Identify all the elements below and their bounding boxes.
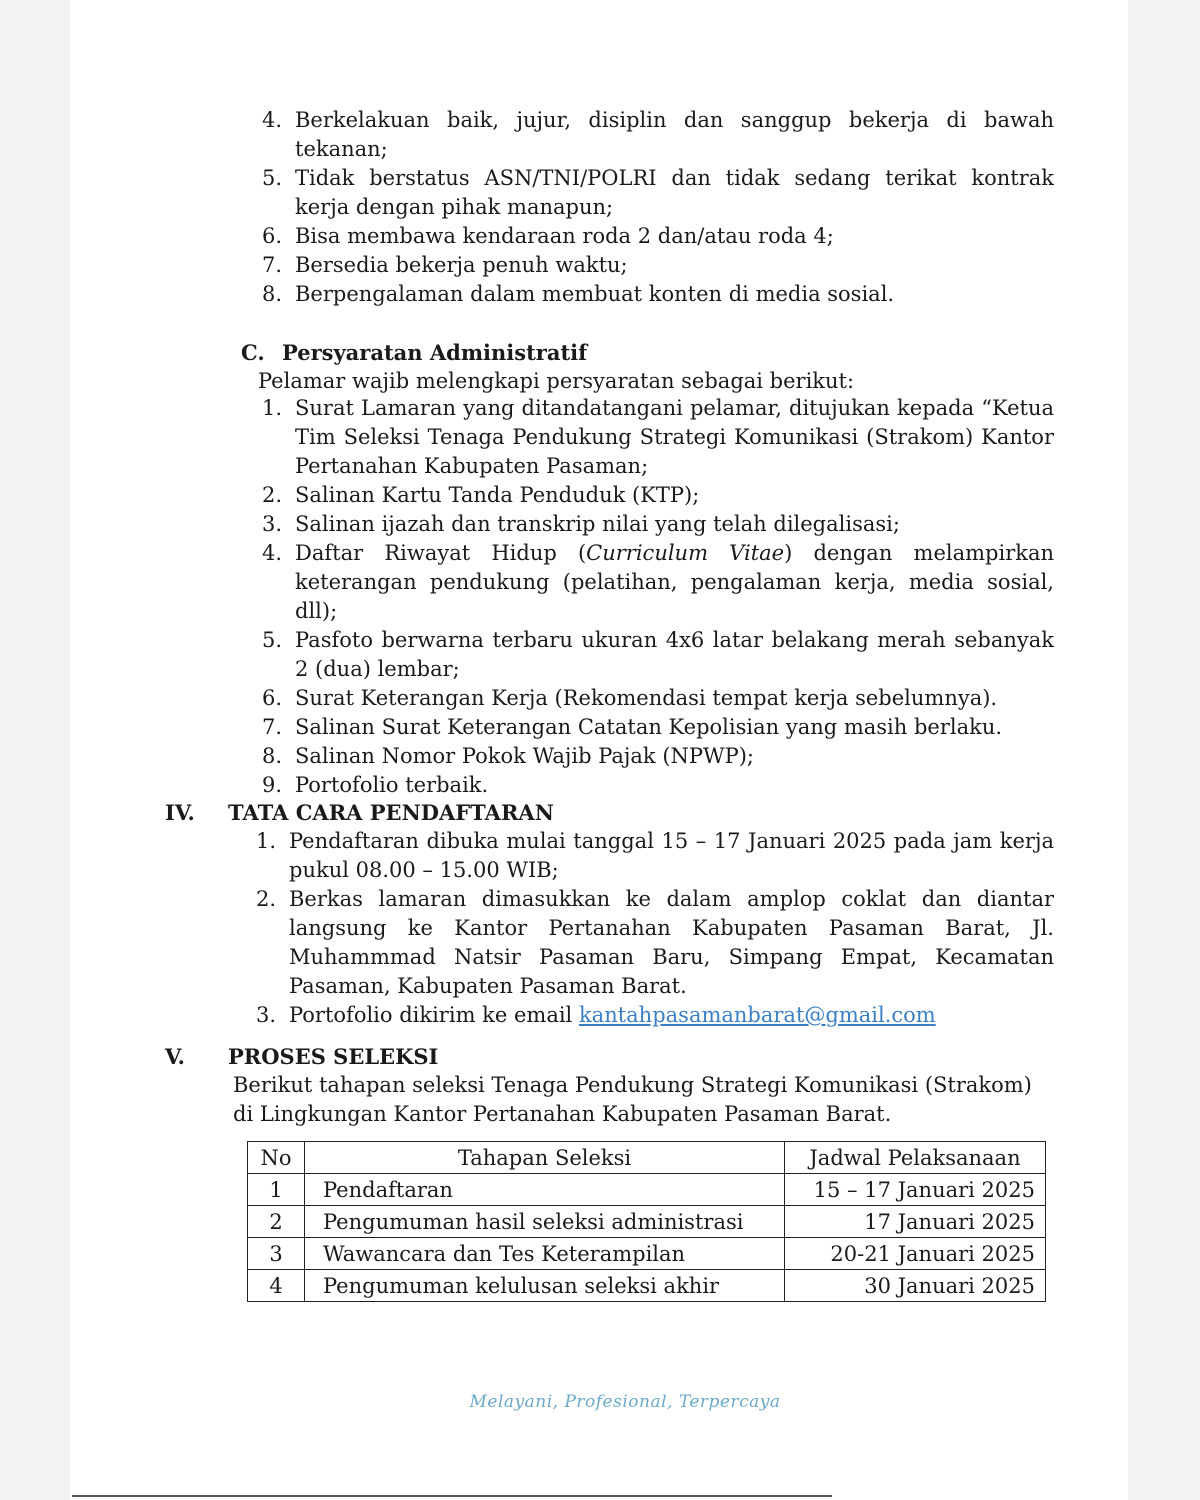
column-header-schedule: Jadwal Pelaksanaan — [785, 1142, 1046, 1174]
list-item: 9. Portofolio terbaik. — [262, 771, 1054, 800]
cell-no: 1 — [248, 1174, 305, 1206]
list-item: 6. Bisa membawa kendaraan roda 2 dan/atau roda 4; — [262, 222, 1054, 251]
cell-schedule: 17 Januari 2025 — [785, 1206, 1046, 1238]
list-item: 2. Salinan Kartu Tanda Penduduk (KTP); — [262, 481, 1054, 510]
list-item: 7. Salinan Surat Keterangan Catatan Kepolisian yang masih berlaku. — [262, 713, 1054, 742]
table-header-row — [248, 1142, 1046, 1174]
list-item: 4. Daftar Riwayat Hidup (Curriculum Vitae) dengan melampirkan keterangan pendukung (pelatihan, pengalaman kerja, media sosial, dll); — [262, 539, 1054, 626]
list-item: 3. Portofolio dikirim ke email kantahpasamanbarat@gmail.com — [256, 1001, 1054, 1030]
qualification-list — [262, 106, 1054, 309]
list-item-text: Berkelakuan baik, jujur, disiplin dan sanggup bekerja di bawah tekanan; — [295, 108, 1054, 161]
cell-stage: Pendaftaran — [305, 1174, 785, 1206]
scan-margin-left — [0, 0, 70, 1500]
list-item-text: Portofolio dikirim ke email kantahpasamanbarat@gmail.com — [289, 1003, 936, 1027]
scan-margin-right — [1128, 0, 1200, 1500]
list-item-text: Portofolio terbaik. — [295, 773, 489, 797]
list-item-text: Pasfoto berwarna terbaru ukuran 4x6 latar belakang merah sebanyak 2 (dua) lembar; — [295, 628, 1054, 681]
section-iv-heading: IV. TATA CARA PENDAFTARAN — [165, 800, 554, 825]
table-row — [248, 1174, 1046, 1206]
section-c-heading: C. Persyaratan Administratif — [241, 340, 588, 365]
list-item-text: Bersedia bekerja penuh waktu; — [295, 253, 628, 277]
list-item: 5. Tidak berstatus ASN/TNI/POLRI dan tidak sedang terikat kontrak kerja dengan pihak manapun; — [262, 164, 1054, 222]
list-item: 1. Surat Lamaran yang ditandatangani pelamar, ditujukan kepada “Ketua Tim Seleksi Tenaga Pendukung Strategi Komunikasi (Strakom) Kantor Pertanahan Kabupaten Pasaman; — [262, 394, 1054, 481]
list-item: 6. Surat Keterangan Kerja (Rekomendasi tempat kerja sebelumnya). — [262, 684, 1054, 713]
email-link[interactable]: kantahpasamanbarat@gmail.com — [578, 1003, 936, 1027]
list-item-text: Salinan Kartu Tanda Penduduk (KTP); — [295, 483, 700, 507]
list-item-text: Berpengalaman dalam membuat konten di media sosial. — [295, 282, 895, 306]
list-item: 4. Berkelakuan baik, jujur, disiplin dan sanggup bekerja di bawah tekanan; — [262, 106, 1054, 164]
list-item-text: Tidak berstatus ASN/TNI/POLRI dan tidak sedang terikat kontrak kerja dengan pihak manapun; — [295, 166, 1054, 219]
list-item-text: Surat Lamaran yang ditandatangani pelamar, ditujukan kepada “Ketua Tim Seleksi Tenaga Pendukung Strategi Komunikasi (Strakom) Kantor Pertanahan Kabupaten Pasaman; — [295, 396, 1054, 478]
selection-schedule-table — [247, 1141, 1046, 1302]
section-c-intro: Pelamar wajib melengkapi persyaratan sebagai berikut: — [258, 369, 855, 393]
table-row — [248, 1270, 1046, 1302]
list-item-text: Surat Keterangan Kerja (Rekomendasi tempat kerja sebelumnya). — [295, 686, 998, 710]
list-item: 2. Berkas lamaran dimasukkan ke dalam amplop coklat dan diantar langsung ke Kantor Pertanahan Kabupaten Pasaman Barat, Jl. Muhammmad Natsir Pasaman Baru, Simpang Empat, Kecamatan Pasaman, Kabupaten Pasaman Barat. — [256, 885, 1054, 1001]
cell-no: 3 — [248, 1238, 305, 1270]
cell-no: 2 — [248, 1206, 305, 1238]
column-header-no: No — [248, 1142, 305, 1174]
cell-stage: Wawancara dan Tes Keterampilan — [305, 1238, 785, 1270]
list-item-text: Salinan Surat Keterangan Catatan Kepolisian yang masih berlaku. — [295, 715, 1003, 739]
table-row — [248, 1238, 1046, 1270]
list-item: 5. Pasfoto berwarna terbaru ukuran 4x6 latar belakang merah sebanyak 2 (dua) lembar; — [262, 626, 1054, 684]
list-item-text: Salinan Nomor Pokok Wajib Pajak (NPWP); — [295, 744, 755, 768]
list-item-text: Salinan ijazah dan transkrip nilai yang telah dilegalisasi; — [295, 512, 900, 536]
list-item-text: Pendaftaran dibuka mulai tanggal 15 – 17 Januari 2025 pada jam kerja pukul 08.00 – 15.00 WIB; — [289, 829, 1054, 882]
list-item-text: Daftar Riwayat Hidup (Curriculum Vitae) dengan melampirkan keterangan pendukung (pelatihan, pengalaman kerja, media sosial, dll); — [295, 541, 1054, 623]
column-header-stage: Tahapan Seleksi — [305, 1142, 785, 1174]
cell-schedule: 30 Januari 2025 — [785, 1270, 1046, 1302]
administrative-requirements-list — [262, 394, 1054, 800]
list-item: 1. Pendaftaran dibuka mulai tanggal 15 – 17 Januari 2025 pada jam kerja pukul 08.00 – 15.00 WIB; — [256, 827, 1054, 885]
list-item-text: Berkas lamaran dimasukkan ke dalam amplop coklat dan diantar langsung ke Kantor Pertanahan Kabupaten Pasaman Barat, Jl. Muhammmad Natsir Pasaman Baru, Simpang Empat, Kecamatan Pasaman, Kabupaten Pasaman Barat. — [289, 887, 1054, 998]
cell-schedule: 15 – 17 Januari 2025 — [785, 1174, 1046, 1206]
footer-divider — [72, 1495, 832, 1497]
footer-motto: Melayani, Profesional, Terpercaya — [469, 1392, 781, 1412]
section-v-heading: V. PROSES SELEKSI — [165, 1044, 439, 1069]
list-item: 8. Berpengalaman dalam membuat konten di media sosial. — [262, 280, 1054, 309]
list-item: 3. Salinan ijazah dan transkrip nilai yang telah dilegalisasi; — [262, 510, 1054, 539]
list-item: 7. Bersedia bekerja penuh waktu; — [262, 251, 1054, 280]
section-v-intro: Berikut tahapan seleksi Tenaga Pendukung Strategi Komunikasi (Strakom) di Lingkungan Kantor Pertanahan Kabupaten Pasaman Barat. — [233, 1073, 1032, 1126]
cell-stage: Pengumuman kelulusan seleksi akhir — [305, 1270, 785, 1302]
list-item: 8. Salinan Nomor Pokok Wajib Pajak (NPWP); — [262, 742, 1054, 771]
list-item-text: Bisa membawa kendaraan roda 2 dan/atau roda 4; — [295, 224, 834, 248]
registration-procedure-list — [256, 827, 1054, 1030]
table-row — [248, 1206, 1046, 1238]
cell-schedule: 20-21 Januari 2025 — [785, 1238, 1046, 1270]
cell-no: 4 — [248, 1270, 305, 1302]
cell-stage: Pengumuman hasil seleksi administrasi — [305, 1206, 785, 1238]
